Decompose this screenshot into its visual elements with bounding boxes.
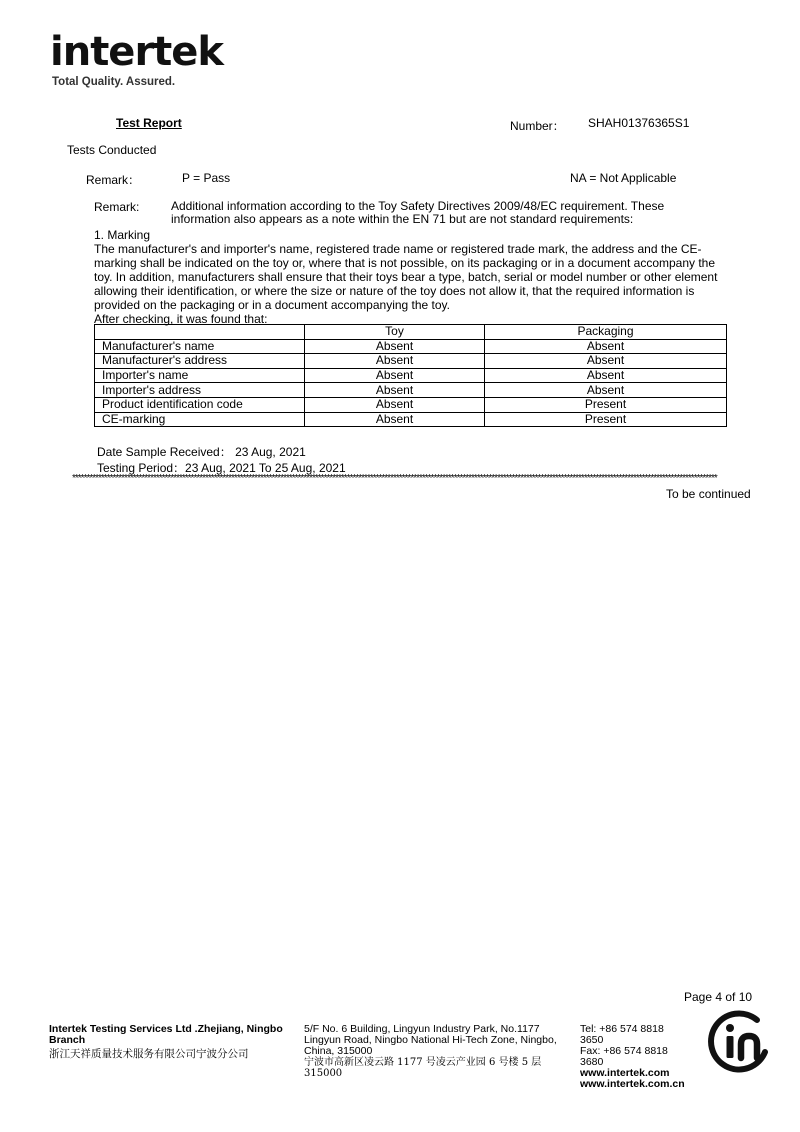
table-cell-toy: Absent [305,339,485,354]
table-cell-item: Product identification code [95,397,305,412]
footer-contact [580,1024,690,1090]
footer-website-link[interactable]: www.intertek.com [580,1067,670,1079]
table-header-item [95,325,305,340]
report-title: Test Report [116,116,182,130]
footer-website-cn-link[interactable]: www.intertek.com.cn [580,1078,685,1090]
footer-address-en: 5/F No. 6 Building, Lingyun Industry Park, No.1177 Lingyun Road, Ningbo National Hi-Tech Zone, Ningbo, China, 315000 [304,1023,557,1057]
footer-tel: Tel: +86 574 8818 3650 [580,1023,664,1046]
footer-address [304,1024,569,1079]
footer-fax: Fax: +86 574 8818 3680 [580,1045,668,1068]
table-cell-item: Importer's name [95,368,305,383]
table-cell-packaging: Absent [485,354,727,369]
intertek-logo: intertek [50,29,224,75]
marking-body: The manufacturer's and importer's name, registered trade name or registered trade mark, the address and the CE-marking shall be indicated on the toy or, where that is not possible, on its packaging or in a document accompany the toy. In addition, manufacturers shall ensure that their toys bear a type, batch, serial or model number or other element allowing their identification, or where the size or nature of the toy does not allow it, that the required information is provided on the packaging or in a document accompanying the toy. [94,242,718,312]
table-cell-toy: Absent [305,412,485,427]
table-row [95,368,727,383]
table-header-row [95,325,727,340]
date-sample-received: Date Sample Received： 23 Aug, 2021 [97,445,306,459]
table-row [95,397,727,412]
remark-additional-text: Additional information according to the Toy Safety Directives 2009/48/EC requirement. These information also appears as a note within the EN 71 but are not standard requirements: [171,199,665,226]
marking-heading: 1. Marking [94,228,151,242]
table-cell-toy: Absent [305,383,485,398]
table-row [95,412,727,427]
table-header-toy: Toy [305,325,485,340]
marking-section [94,228,734,326]
table-header-packaging: Packaging [485,325,727,340]
remark-na-legend: NA = Not Applicable [570,171,677,185]
page-number: Page 4 of 10 [684,990,753,1004]
marking-after-checking: After checking, it was found that: [94,312,268,326]
table-cell-packaging: Absent [485,383,727,398]
table-cell-toy: Absent [305,354,485,369]
marking-results-table [94,324,727,427]
logo-tagline: Total Quality. Assured. [52,76,176,88]
footer-address-cn: 宁波市高新区凌云路 1177 号凌云产业园 6 号楼 5 层 315000 [304,1057,542,1079]
table-cell-item: Manufacturer's address [95,354,305,369]
table-cell-packaging: Present [485,412,727,427]
report-number-value: SHAH01376365S1 [588,116,690,130]
table-row [95,383,727,398]
table-cell-toy: Absent [305,368,485,383]
table-row [95,339,727,354]
table-cell-packaging: Absent [485,339,727,354]
to-be-continued: To be continued [666,487,751,501]
testing-period: Testing Period：23 Aug, 2021 To 25 Aug, 2021 [97,461,346,475]
table-cell-packaging: Present [485,397,727,412]
table-row [95,354,727,369]
asterisk-divider: ******************************************************************************************************************************************************************************************************************************* [72,474,717,484]
intertek-in-icon [705,1008,773,1076]
remark-additional-label: Remark: [94,200,140,214]
table-cell-item: CE-marking [95,412,305,427]
footer-company-name-cn: 浙江天祥质量技术服务有限公司宁波分公司 [49,1048,249,1060]
tests-conducted-heading: Tests Conducted [67,143,157,157]
table-cell-toy: Absent [305,397,485,412]
remark-label: Remark： [86,173,141,187]
table-cell-item: Importer's address [95,383,305,398]
table-cell-packaging: Absent [485,368,727,383]
footer-company-name: Intertek Testing Services Ltd .Zhejiang, Ningbo Branch [49,1023,283,1046]
remark-pass-legend: P = Pass [182,171,231,185]
table-cell-item: Manufacturer's name [95,339,305,354]
report-number-label: Number： [510,119,565,133]
